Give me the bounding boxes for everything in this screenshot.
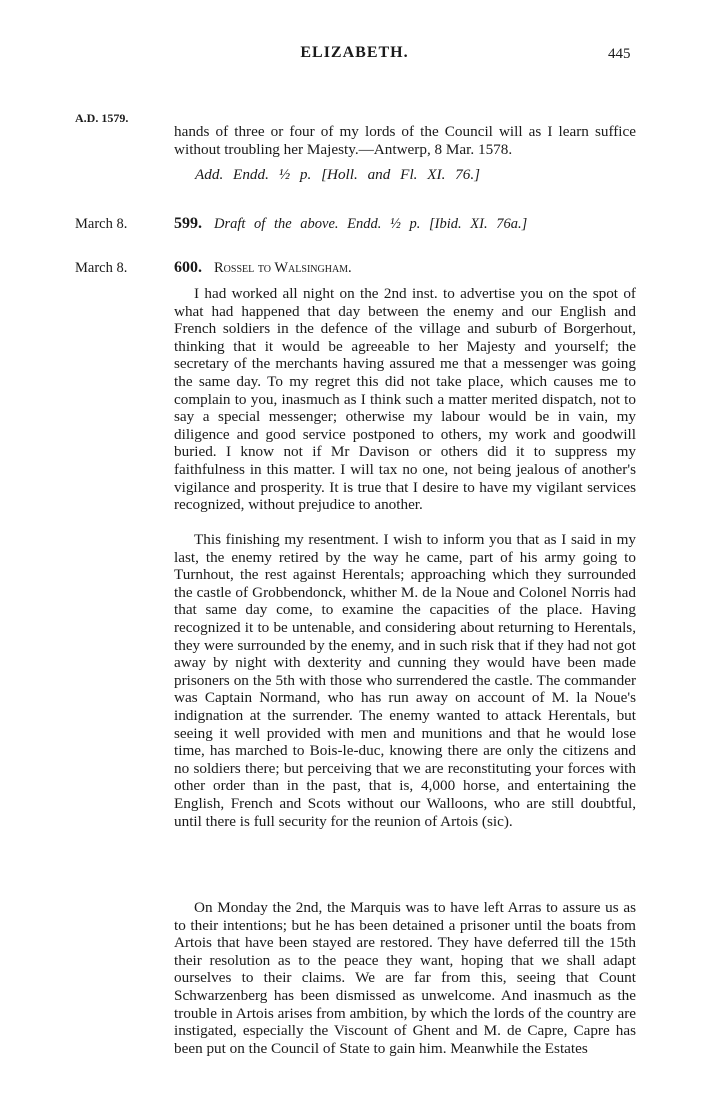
- entry-600-number: 600.: [174, 259, 202, 276]
- entry-600-paragraph-3: On Monday the 2nd, the Marquis was to have left Arras to assure us as to their intentions; but he has been detained a prisoner until the boats from Artois that have been stayed are restored. They have deferred till the 15th their resolution as to the peace they want, hoping that we shall adapt ourselves to their claims. We are far from this, seeing that Count Schwarzenberg has been dismissed as unwelcome. And inasmuch as the trouble in Artois arises from ambition, by which the lords of the country are instigated, especially the Viscount of Ghent and M. de Capre, Capre has been put on the Council of State to gain him. Meanwhile the Estates: [174, 899, 636, 1057]
- continuation-citation: Add. Endd. ½ p. [Holl. and Fl. XI. 76.]: [195, 166, 481, 183]
- entry-599-number: 599.: [174, 215, 202, 232]
- entry-600-paragraph-1: I had worked all night on the 2nd inst. to advertise you on the spot of what had happened that day between the enemy and our English and French soldiers in the defence of the village and suburb of Borgerhout, thinking that it would be agreeable to her Majesty and yourself; the secretary of the merchants having assured me that a messenger was going the same day. To my regret this did not take place, which causes me to complain to you, inasmuch as I think such a matter merited dispatch, not to say a special messenger; otherwise my labour would be in vain, my diligence and good service postponed to others, my work and goodwill buried. I know not if Mr Davison or others did it to suppress my faithfulness in this matter. I will tax no one, not being jealous of another's vigilance and prosperity. It is true that I desire to have my vigilant services recognized, without prejudice to another.: [174, 285, 636, 514]
- entry-600-title: Rossel to Walsingham.: [214, 260, 352, 276]
- entry-600-date: March 8.: [75, 260, 128, 276]
- entry-599-date: March 8.: [75, 216, 128, 232]
- entry-599-text: Draft of the above. Endd. ½ p. [Ibid. XI. 76a.]: [214, 216, 528, 232]
- page-title: ELIZABETH.: [300, 44, 409, 61]
- continuation-text: hands of three or four of my lords of the Council will as I learn suffice without troubling her Majesty.—Antwerp, 8 Mar. 1578.: [174, 123, 636, 158]
- margin-year: A.D. 1579.: [75, 111, 129, 125]
- entry-600-paragraph-2: This finishing my resentment. I wish to inform you that as I said in my last, the enemy retired by the way he came, part of his army going to Turnhout, the rest against Herentals; approaching which they surrounded the castle of Grobbendonck, whither M. de la Noue and Colonel Norris had that same day come, to examine the capacities of the place. Having recognized it to be untenable, and considering about returning to Herentals, they were surrounded by the enemy, and in such risk that if they had not got away by night with dexterity and cunning they would have been made prisoners on the 5th with those who surrendered the castle. The commander was Captain Normand, who has run away on account of M. la Noue's indignation at the surrender. The enemy wanted to attack Herentals, but seeing it well provided with men and munitions and that he would lose time, has marched to Bois-le-duc, knowing there are only the citizens and no soldiers there; but perceiving that we are reconstituting your forces with other order than in the past, that is, 4,000 horse, and entertaining the English, French and Scots without our Walloons, who are still doubtful, until there is full security for the reunion of Artois (sic).: [174, 531, 636, 830]
- page-number: 445: [608, 46, 631, 62]
